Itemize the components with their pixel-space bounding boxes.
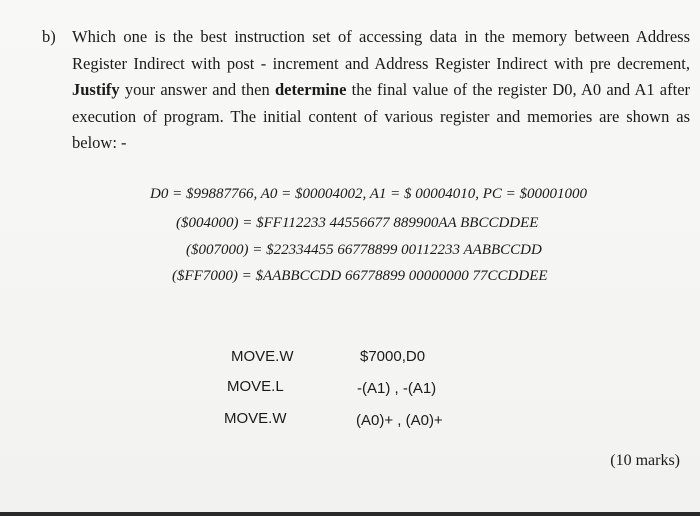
marks-label: (10 marks) [610,452,680,469]
memory-007000-line: ($007000) = $22334455 66778899 00112233 AABBCCDD [186,242,542,258]
instruction-3-opcode: MOVE.W [224,410,287,427]
instruction-3-operands: (A0)+ , (A0)+ [356,412,443,429]
keyword-determine: determine [274,80,347,99]
instruction-2-opcode: MOVE.L [227,378,284,395]
instruction-2-operands: -(A1) , -(A1) [357,380,437,397]
question-text-part1: Which one is the best instruction set of accessing data in the memory between Address Register Indirect with post - increment and Address Register Indirect with pre decrement, [72,27,690,73]
question-label: b) [42,27,56,46]
register-values-line: D0 = $99887766, A0 = $00004002, A1 = $ 00004010, PC = $00001000 [150,186,588,202]
bottom-border [0,512,700,516]
question-text-part2: your answer and then [124,80,270,99]
memory-ff7000-line: ($FF7000) = $AABBCCDD 66778899 00000000 77CCDDEE [172,268,548,284]
question-text [72,24,690,157]
keyword-justify: Justify [72,80,120,99]
question-b [42,24,692,157]
question-text-part3: the final value of the register D0, A0 and A1 after execution of program. The initial content of various register and memories are shown as below: - [72,80,691,152]
instruction-1-operands: $7000,D0 [360,348,426,365]
instruction-1-opcode: MOVE.W [231,348,294,365]
memory-004000-line: ($004000) = $FF112233 44556677 889900AA BBCCDDEE [176,215,539,231]
